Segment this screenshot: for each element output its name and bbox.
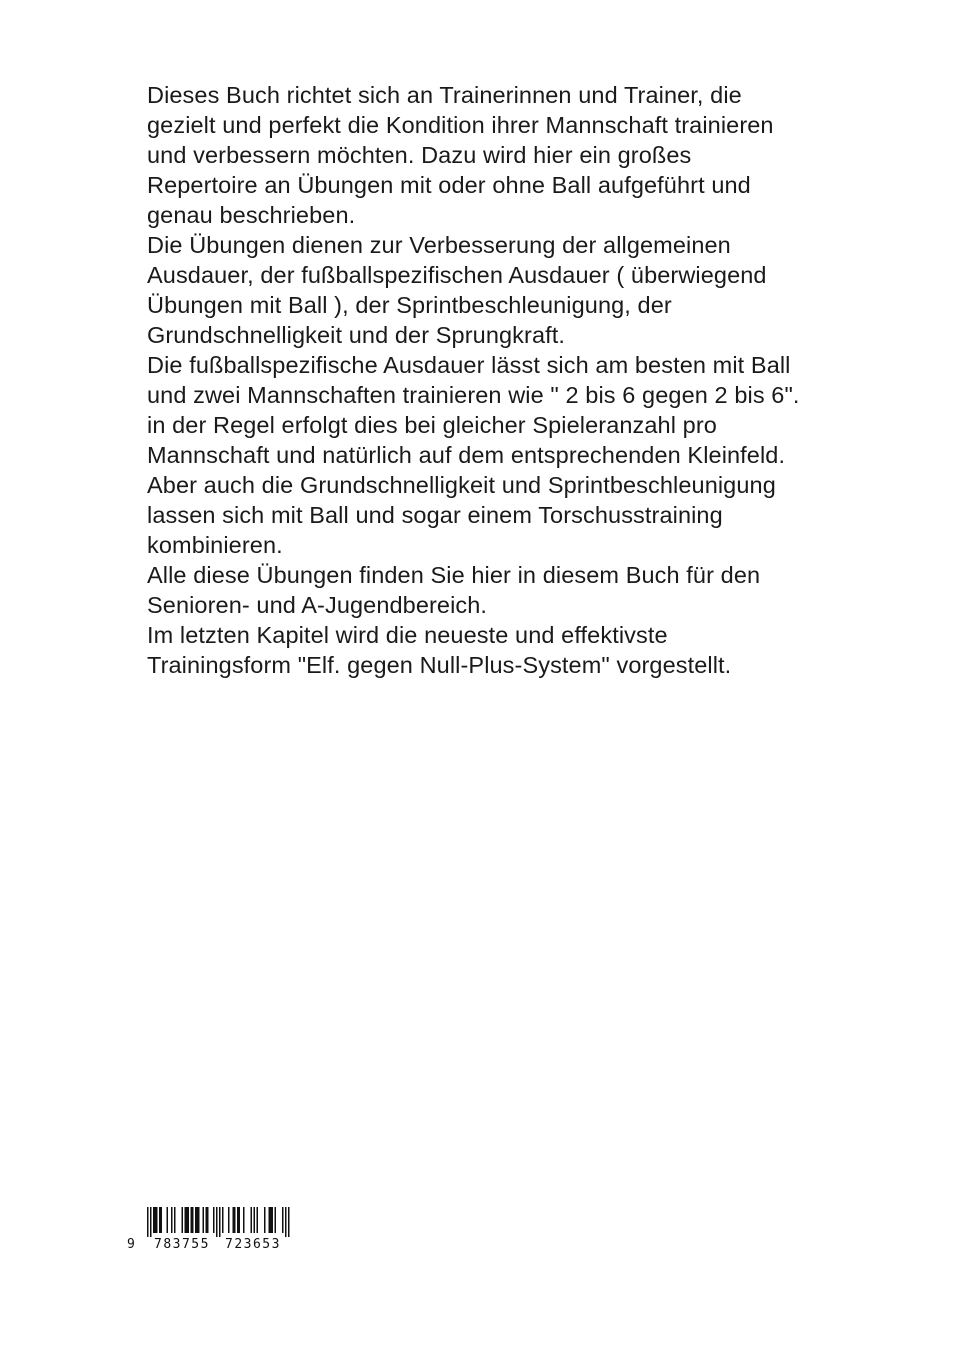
barcode-bar bbox=[207, 1207, 209, 1233]
barcode-bar bbox=[161, 1207, 163, 1233]
barcode-bar bbox=[237, 1207, 239, 1233]
barcode-bar bbox=[147, 1207, 149, 1237]
barcode-bar bbox=[216, 1207, 218, 1237]
isbn-left-group: 783755 bbox=[154, 1237, 210, 1252]
blurb-line: Übungen mit Ball ), der Sprintbeschleunigung, der bbox=[147, 292, 672, 318]
barcode-bar bbox=[239, 1207, 241, 1233]
blurb-text bbox=[147, 80, 827, 680]
barcode-bar bbox=[257, 1207, 259, 1233]
barcode-bars bbox=[147, 1207, 307, 1237]
blurb-line: Grundschnelligkeit und der Sprungkraft. bbox=[147, 322, 565, 348]
barcode-bar bbox=[155, 1207, 157, 1233]
barcode-bar bbox=[156, 1207, 158, 1233]
blurb-line: lassen sich mit Ball und sogar einem Torschusstraining bbox=[147, 502, 723, 528]
barcode-bar bbox=[282, 1207, 284, 1233]
barcode-bar bbox=[264, 1207, 266, 1233]
blurb-line: Ausdauer, der fußballspezifischen Ausdauer ( überwiegend bbox=[147, 262, 767, 288]
blurb-line: kombinieren. bbox=[147, 532, 283, 558]
barcode-bar bbox=[251, 1207, 253, 1233]
blurb-line: Die fußballspezifische Ausdauer lässt sich am besten mit Ball bbox=[147, 352, 791, 378]
isbn-first-digit: 9 bbox=[127, 1237, 136, 1252]
barcode-bar bbox=[288, 1207, 290, 1237]
blurb-line: Im letzten Kapitel wird die neueste und effektivste bbox=[147, 622, 668, 648]
isbn-right-group: 723653 bbox=[225, 1237, 281, 1252]
blurb-line: Repertoire an Übungen mit oder ohne Ball aufgeführt und bbox=[147, 172, 751, 198]
barcode-bar bbox=[191, 1207, 193, 1233]
barcode-bar bbox=[171, 1207, 173, 1233]
barcode-bar bbox=[234, 1207, 236, 1233]
blurb-line: und zwei Mannschaften trainieren wie " 2 bis 6 gegen 2 bis 6". bbox=[147, 382, 800, 408]
blurb-line: Die Übungen dienen zur Verbesserung der allgemeinen bbox=[147, 232, 731, 258]
blurb-line: Trainingsform "Elf. gegen Null-Plus-System" vorgestellt. bbox=[147, 652, 732, 678]
blurb-line: Dieses Buch richtet sich an Trainerinnen und Trainer, die bbox=[147, 82, 742, 108]
barcode-bar bbox=[269, 1207, 271, 1233]
blurb-line: gezielt und perfekt die Kondition ihrer Mannschaft trainieren bbox=[147, 112, 774, 138]
blurb-line: Mannschaft und natürlich auf dem entsprechenden Kleinfeld. bbox=[147, 442, 786, 468]
blurb-line: Aber auch die Grundschnelligkeit und Sprintbeschleunigung bbox=[147, 472, 776, 498]
blurb-line: und verbessern möchten. Dazu wird hier ein großes bbox=[147, 142, 692, 168]
barcode-bar bbox=[188, 1207, 190, 1233]
barcode-bar bbox=[150, 1207, 152, 1237]
blurb-line: genau beschrieben. bbox=[147, 202, 356, 228]
barcode-bar bbox=[185, 1207, 187, 1233]
barcode-bar bbox=[228, 1207, 230, 1233]
barcode-bar bbox=[219, 1207, 221, 1237]
barcode-bar bbox=[159, 1207, 161, 1233]
barcode-bar bbox=[222, 1207, 224, 1233]
barcode-bar bbox=[275, 1207, 277, 1233]
blurb-line: Alle diese Übungen finden Sie hier in diesem Buch für den bbox=[147, 562, 761, 588]
barcode-bar bbox=[203, 1207, 205, 1233]
barcode-bar bbox=[206, 1207, 208, 1233]
barcode-bar bbox=[272, 1207, 274, 1233]
barcode-bar bbox=[195, 1207, 197, 1233]
barcode-bar bbox=[233, 1207, 235, 1233]
barcode-bar bbox=[167, 1207, 169, 1233]
barcode-bar bbox=[186, 1207, 188, 1233]
barcode-bar bbox=[174, 1207, 176, 1233]
barcode-bar bbox=[285, 1207, 287, 1237]
blurb-line: in der Regel erfolgt dies bei gleicher Spieleranzahl pro bbox=[147, 412, 717, 438]
barcode-bar bbox=[182, 1207, 184, 1233]
barcode-bar bbox=[153, 1207, 155, 1233]
barcode-bar bbox=[243, 1207, 245, 1233]
barcode-bar bbox=[254, 1207, 256, 1233]
barcode-bar bbox=[192, 1207, 194, 1233]
isbn-barcode bbox=[127, 1207, 307, 1257]
barcode-bar bbox=[198, 1207, 200, 1233]
barcode-bar bbox=[270, 1207, 272, 1233]
barcode-bar bbox=[213, 1207, 215, 1233]
blurb-line: Senioren- und A-Jugendbereich. bbox=[147, 592, 488, 618]
barcode-bar bbox=[197, 1207, 199, 1233]
